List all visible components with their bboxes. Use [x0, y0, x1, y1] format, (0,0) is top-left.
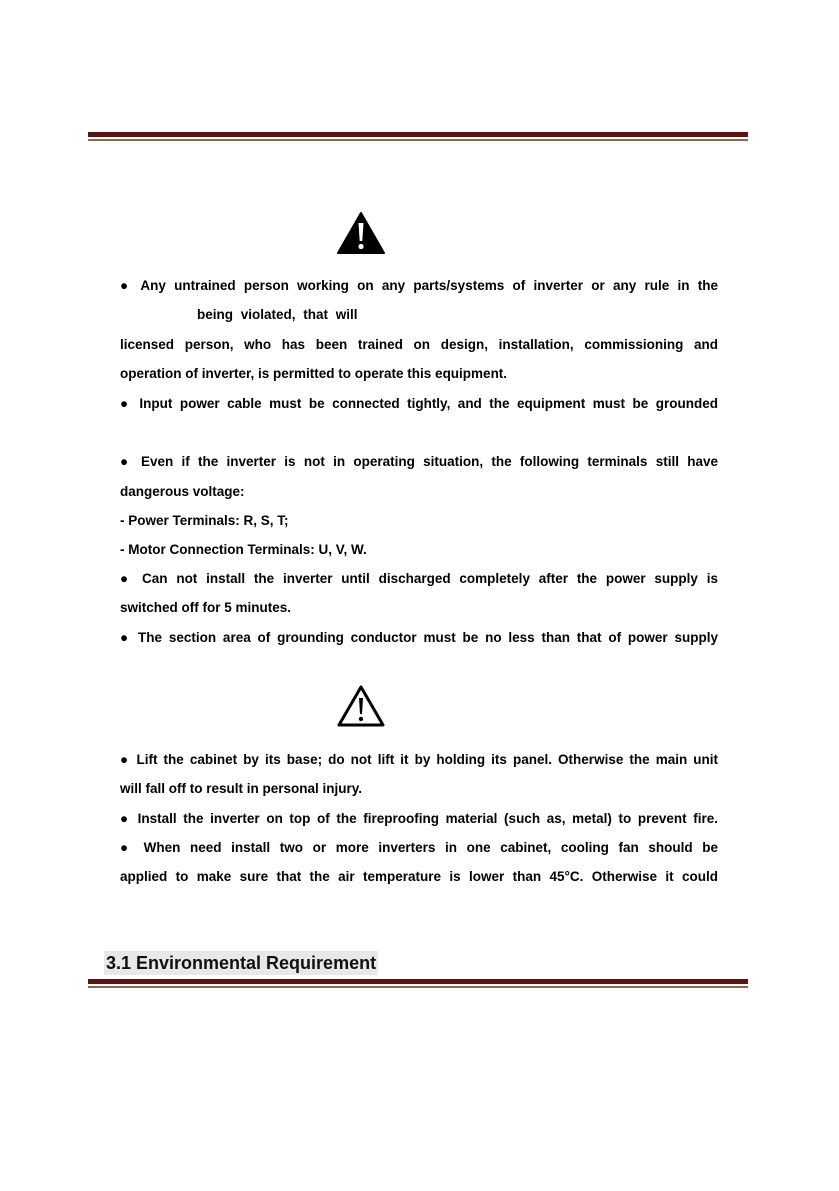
danger-triangle-icon — [336, 211, 386, 255]
danger-line-4: operation of inverter, is permitted to operate this equipment. — [120, 366, 508, 381]
warning-line-3: ● Install the inverter on top of the fireproofing material (such as, metal) to prevent fire. — [120, 811, 718, 826]
warning-line-5: applied to make sure that the air temperature is lower than 45°C. Otherwise it could — [120, 869, 718, 884]
danger-line-3: licensed person, who has been trained on design, installation, commissioning and — [120, 337, 718, 352]
warning-triangle-icon — [336, 684, 386, 728]
danger-line-9: - Motor Connection Terminals: U, V, W. — [120, 542, 367, 557]
danger-line-5: ● Input power cable must be connected tightly, and the equipment must be grounded — [120, 396, 718, 411]
bottom-section-rule — [88, 979, 748, 988]
section-heading: 3.1 Environmental Requirement — [106, 953, 377, 973]
danger-line-11: switched off for 5 minutes. — [120, 600, 292, 615]
warning-line-2: will fall off to result in personal injury. — [120, 781, 363, 796]
danger-line-12: ● The section area of grounding conductor must be no less than that of power supply — [120, 630, 718, 645]
danger-line-2: being violated, that will — [197, 307, 358, 322]
danger-line-1: ● Any untrained person working on any parts/systems of inverter or any rule in the — [120, 278, 718, 293]
warning-line-1: ● Lift the cabinet by its base; do not lift it by holding its panel. Otherwise the main unit — [120, 752, 718, 767]
danger-line-10: ● Can not install the inverter until discharged completely after the power supply is — [120, 571, 718, 586]
warning-line-4: ● When need install two or more inverters in one cabinet, cooling fan should be — [120, 840, 718, 855]
danger-line-6: ● Even if the inverter is not in operating situation, the following terminals still have — [120, 454, 718, 469]
danger-line-8: - Power Terminals: R, S, T; — [120, 513, 289, 528]
top-header-rule — [88, 132, 748, 141]
danger-line-7: dangerous voltage: — [120, 484, 245, 499]
